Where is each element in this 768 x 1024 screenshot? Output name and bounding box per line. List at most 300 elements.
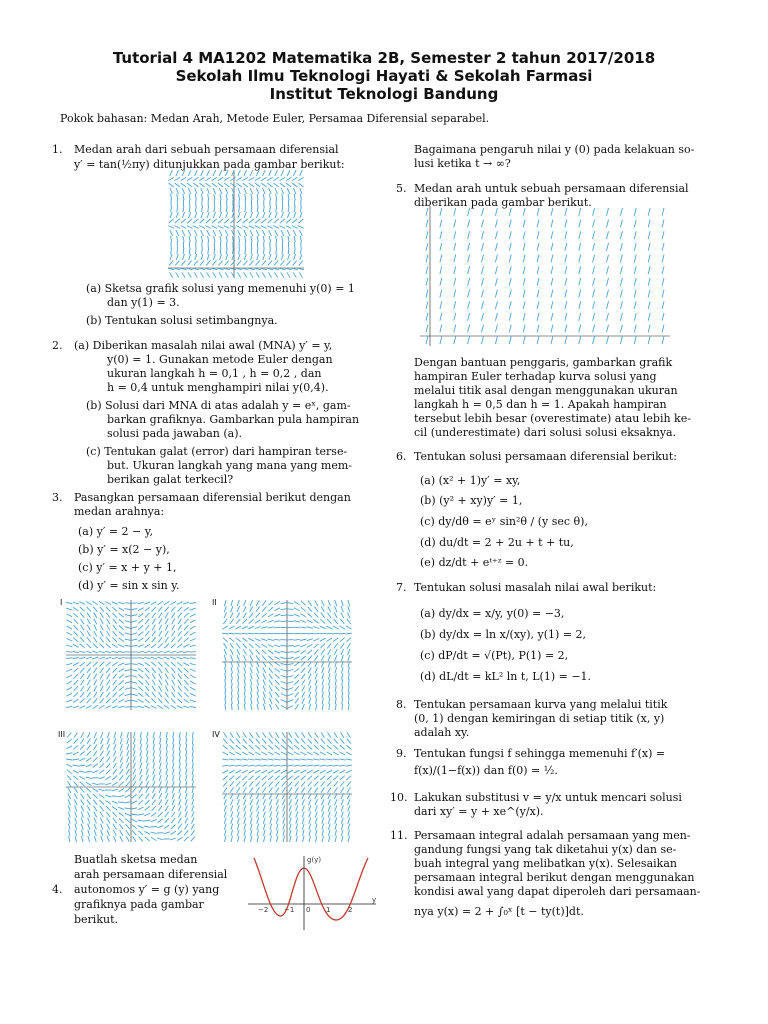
field-segment bbox=[131, 603, 137, 604]
field-segment bbox=[81, 830, 83, 836]
field-segment bbox=[101, 830, 103, 836]
field-segment bbox=[256, 170, 259, 176]
q7-a: (a) dy/dx = x/y, y(0) = −3, bbox=[420, 607, 565, 620]
field-segment bbox=[579, 301, 581, 309]
field-segment bbox=[166, 744, 167, 750]
field-segment bbox=[118, 658, 124, 659]
field-segment bbox=[145, 631, 149, 636]
field-segment bbox=[113, 686, 117, 691]
field-segment bbox=[315, 824, 317, 830]
field-segment bbox=[105, 651, 111, 653]
field-segment bbox=[230, 612, 233, 618]
field-segment bbox=[281, 602, 287, 603]
field-segment bbox=[287, 652, 293, 653]
field-segment bbox=[74, 739, 78, 744]
field-segment bbox=[201, 212, 203, 218]
field-segment bbox=[235, 765, 241, 766]
field-segment bbox=[537, 231, 539, 239]
field-segment bbox=[131, 609, 137, 610]
field-segment bbox=[236, 782, 240, 787]
field-segment bbox=[250, 679, 252, 685]
q1-number: 1. bbox=[52, 143, 63, 156]
field-segment bbox=[287, 188, 290, 194]
field-segment bbox=[250, 805, 252, 811]
field-segment bbox=[243, 619, 248, 624]
field-segment bbox=[482, 255, 484, 263]
field-segment bbox=[315, 818, 317, 824]
field-segment bbox=[184, 686, 188, 691]
field-segment bbox=[315, 732, 319, 737]
field-segment bbox=[235, 770, 241, 773]
field-segment bbox=[144, 602, 150, 605]
field-segment bbox=[551, 255, 553, 263]
field-segment bbox=[187, 268, 193, 269]
field-segment bbox=[178, 637, 182, 642]
field-segment bbox=[158, 698, 162, 703]
field-segment bbox=[250, 824, 252, 830]
field-segment bbox=[107, 744, 110, 750]
field-segment bbox=[348, 692, 349, 698]
field-segment bbox=[426, 266, 428, 274]
field-segment bbox=[93, 644, 98, 648]
field-segment bbox=[281, 776, 286, 780]
field-segment bbox=[92, 783, 98, 785]
field-segment bbox=[454, 220, 456, 228]
field-segment bbox=[294, 236, 295, 242]
field-segment bbox=[634, 336, 636, 344]
field-segment bbox=[125, 788, 130, 792]
field-segment bbox=[261, 627, 267, 629]
field-segment bbox=[81, 818, 83, 824]
field-segment bbox=[426, 278, 428, 286]
field-segment bbox=[648, 266, 650, 274]
field-segment bbox=[286, 177, 292, 180]
field-segment bbox=[159, 793, 162, 799]
field-segment bbox=[172, 686, 175, 692]
field-segment bbox=[328, 667, 330, 673]
field-segment bbox=[229, 745, 234, 749]
q11-line-6: nya y(x) = 2 + ∫₀ˣ [t − ty(t)]dt. bbox=[414, 905, 584, 918]
field-segment bbox=[231, 673, 232, 679]
field-segment bbox=[188, 170, 191, 176]
field-segment bbox=[186, 744, 187, 750]
field-segment bbox=[315, 655, 319, 660]
field-segment bbox=[177, 644, 182, 648]
field-segment bbox=[107, 836, 109, 842]
field-segment bbox=[237, 732, 241, 737]
field-segment bbox=[280, 226, 286, 229]
field-segment bbox=[153, 769, 155, 775]
field-segment bbox=[223, 745, 228, 749]
field-segment bbox=[165, 625, 168, 631]
field-segment bbox=[119, 680, 124, 684]
field-segment bbox=[87, 686, 90, 692]
field-segment bbox=[219, 188, 222, 194]
field-segment bbox=[231, 824, 233, 830]
field-segment bbox=[152, 613, 156, 618]
field-segment bbox=[151, 651, 157, 653]
field-segment bbox=[100, 607, 104, 612]
field-segment bbox=[231, 698, 232, 704]
field-segment bbox=[73, 706, 79, 708]
field-segment bbox=[179, 732, 180, 738]
field-segment bbox=[86, 772, 92, 773]
field-segment bbox=[648, 255, 650, 263]
field-segment bbox=[106, 770, 111, 775]
field-segment bbox=[295, 787, 299, 792]
field-segment bbox=[294, 770, 300, 773]
field-segment bbox=[313, 770, 319, 773]
field-segment bbox=[219, 170, 222, 176]
field-segment bbox=[238, 679, 239, 685]
field-segment bbox=[257, 194, 258, 200]
field-segment bbox=[125, 707, 131, 708]
field-segment bbox=[100, 668, 104, 673]
field-segment bbox=[607, 313, 609, 321]
field-segment bbox=[113, 818, 117, 823]
field-segment bbox=[242, 226, 248, 229]
field-segment bbox=[172, 692, 176, 697]
field-segment bbox=[99, 644, 104, 648]
field-segment bbox=[285, 268, 291, 269]
field-segment bbox=[269, 188, 271, 194]
field-segment bbox=[292, 268, 298, 269]
field-segment bbox=[231, 261, 235, 266]
field-segment bbox=[294, 657, 300, 660]
field-segment bbox=[255, 644, 260, 648]
field-segment bbox=[262, 261, 266, 266]
field-segment bbox=[86, 764, 92, 766]
field-segment bbox=[207, 272, 210, 277]
q6-e: (e) dz/dt + eᵗ⁺ᶻ = 0. bbox=[420, 556, 529, 569]
field-segment bbox=[287, 646, 293, 647]
field-segment bbox=[579, 208, 581, 216]
field-segment bbox=[257, 686, 259, 692]
field-segment bbox=[107, 686, 110, 692]
field-segment bbox=[165, 668, 169, 673]
field-segment bbox=[275, 601, 281, 604]
field-segment bbox=[322, 698, 323, 704]
field-segment bbox=[299, 219, 304, 223]
field-segment bbox=[275, 739, 279, 744]
field-segment bbox=[348, 667, 349, 673]
field-segment bbox=[225, 261, 229, 266]
field-segment bbox=[119, 674, 124, 678]
field-segment bbox=[87, 674, 90, 680]
field-segment bbox=[79, 776, 85, 779]
field-segment bbox=[495, 243, 497, 251]
field-segment bbox=[80, 674, 84, 679]
field-segment bbox=[222, 765, 228, 766]
field-segment bbox=[171, 705, 177, 708]
field-segment bbox=[125, 603, 131, 604]
field-segment bbox=[268, 607, 273, 611]
field-segment bbox=[75, 830, 77, 836]
field-segment bbox=[207, 212, 209, 218]
field-segment bbox=[321, 606, 324, 612]
field-segment bbox=[224, 805, 226, 811]
q11-line-3: buah integral yang melibatkan y(x). Selesaikan bbox=[414, 857, 677, 870]
field-segment bbox=[81, 794, 85, 799]
field-segment bbox=[281, 676, 287, 678]
field-segment bbox=[185, 787, 187, 793]
field-segment bbox=[101, 738, 104, 744]
field-segment bbox=[225, 685, 226, 691]
field-segment bbox=[73, 602, 79, 604]
field-segment bbox=[169, 219, 174, 223]
field-segment bbox=[295, 704, 299, 709]
field-segment bbox=[140, 738, 142, 744]
field-segment bbox=[67, 733, 71, 738]
field-segment bbox=[80, 644, 85, 648]
field-segment bbox=[275, 668, 280, 672]
field-segment bbox=[152, 607, 157, 612]
field-segment bbox=[537, 266, 539, 274]
field-segment bbox=[341, 818, 343, 824]
field-segment bbox=[288, 739, 292, 744]
field-segment bbox=[299, 272, 302, 277]
field-segment bbox=[66, 658, 72, 659]
field-segment bbox=[607, 266, 609, 274]
field-segment bbox=[346, 626, 351, 630]
field-label-IV: IV bbox=[212, 730, 220, 739]
field-segment bbox=[94, 625, 97, 631]
field-segment bbox=[179, 744, 180, 750]
field-segment bbox=[607, 278, 609, 286]
field-segment bbox=[255, 627, 261, 629]
field-segment bbox=[185, 793, 187, 799]
field-segment bbox=[87, 800, 91, 805]
q5-para-5: tersebut lebih besar (overestimate) atau lebih ke- bbox=[414, 412, 691, 425]
field-segment bbox=[105, 795, 111, 797]
q5-para-4: langkah h = 0,5 dan h = 1. Apakah hampiran bbox=[414, 398, 667, 411]
field-segment bbox=[326, 752, 332, 755]
field-segment bbox=[225, 272, 228, 277]
field-segment bbox=[147, 738, 149, 744]
field-segment bbox=[296, 824, 298, 830]
field-segment bbox=[565, 208, 567, 216]
field-segment bbox=[86, 777, 92, 779]
field-segment bbox=[244, 600, 246, 606]
field-segment bbox=[235, 759, 241, 760]
field-segment bbox=[551, 231, 553, 239]
field-segment bbox=[294, 254, 296, 260]
field-segment bbox=[268, 219, 273, 223]
field-segment bbox=[120, 763, 123, 769]
field-segment bbox=[309, 799, 312, 805]
field-segment bbox=[145, 625, 149, 630]
field-segment bbox=[171, 206, 172, 212]
field-segment bbox=[126, 763, 129, 769]
field-segment bbox=[495, 255, 497, 263]
field-segment bbox=[314, 613, 318, 618]
field-segment bbox=[87, 745, 91, 750]
field-segment bbox=[178, 680, 182, 685]
field-segment bbox=[138, 706, 144, 708]
field-segment bbox=[86, 644, 91, 648]
field-segment bbox=[118, 608, 124, 611]
field-segment bbox=[225, 673, 226, 679]
field-segment bbox=[159, 680, 162, 686]
field-segment bbox=[183, 706, 189, 708]
field-segment bbox=[177, 206, 178, 212]
field-segment bbox=[250, 799, 253, 805]
field-segment bbox=[218, 226, 224, 229]
field-segment bbox=[662, 220, 664, 228]
field-segment bbox=[160, 744, 161, 750]
field-segment bbox=[74, 631, 79, 636]
field-segment bbox=[94, 613, 97, 619]
field-segment bbox=[219, 230, 222, 236]
field-segment bbox=[101, 732, 103, 738]
field-segment bbox=[193, 219, 198, 223]
field-segment bbox=[99, 601, 105, 604]
q4-text-3: autonomos y′ = g (y) yang bbox=[74, 883, 220, 896]
field-segment bbox=[342, 667, 344, 673]
field-segment bbox=[255, 752, 261, 755]
field-segment bbox=[294, 668, 299, 672]
field-segment bbox=[81, 619, 85, 624]
q4-text-1: Buatlah sketsa medan bbox=[74, 853, 198, 866]
field-segment bbox=[170, 651, 176, 653]
field-segment bbox=[144, 706, 150, 709]
field-segment bbox=[166, 775, 168, 781]
field-segment bbox=[509, 231, 511, 239]
field-segment bbox=[327, 782, 331, 787]
field-segment bbox=[482, 336, 484, 344]
field-segment bbox=[537, 325, 539, 333]
field-segment bbox=[309, 812, 311, 818]
field-segment bbox=[114, 738, 116, 744]
field-segment bbox=[74, 782, 78, 787]
field-segment bbox=[509, 301, 511, 309]
field-segment bbox=[86, 662, 91, 666]
field-segment bbox=[151, 657, 157, 659]
field-segment bbox=[244, 655, 247, 661]
field-segment bbox=[281, 745, 286, 749]
field-segment bbox=[275, 745, 280, 749]
field-segment bbox=[607, 208, 609, 216]
field-segment bbox=[268, 272, 271, 277]
q2-c-3: berikan galat terkecil? bbox=[107, 473, 234, 486]
field-segment bbox=[152, 793, 155, 799]
field-segment bbox=[320, 745, 325, 749]
field-segment bbox=[145, 637, 150, 642]
field-segment bbox=[171, 236, 172, 242]
field-segment bbox=[268, 776, 273, 780]
field-segment bbox=[185, 812, 188, 818]
field-segment bbox=[335, 824, 337, 830]
field-segment bbox=[224, 268, 230, 269]
field-segment bbox=[238, 230, 241, 236]
field-segment bbox=[339, 633, 345, 634]
field-segment bbox=[287, 621, 293, 622]
field-segment bbox=[256, 188, 258, 194]
field-segment bbox=[127, 757, 129, 763]
field-segment bbox=[551, 243, 553, 251]
field-segment bbox=[468, 220, 470, 228]
field-segment bbox=[106, 806, 111, 811]
field-segment bbox=[165, 680, 168, 686]
field-segment bbox=[468, 290, 470, 298]
field-segment bbox=[348, 830, 350, 836]
field-segment bbox=[276, 206, 277, 212]
field-segment bbox=[333, 776, 338, 780]
field-segment bbox=[301, 650, 306, 654]
field-segment bbox=[112, 602, 118, 605]
field-segment bbox=[238, 704, 239, 710]
field-segment bbox=[171, 248, 172, 254]
field-segment bbox=[183, 254, 185, 260]
field-segment bbox=[107, 680, 110, 686]
field-segment bbox=[238, 686, 239, 692]
field-segment bbox=[440, 336, 442, 344]
field-segment bbox=[125, 813, 131, 816]
field-segment bbox=[107, 625, 110, 631]
field-segment bbox=[74, 793, 77, 799]
field-segment bbox=[251, 236, 252, 242]
field-segment bbox=[335, 799, 338, 805]
field-segment bbox=[230, 268, 236, 269]
field-segment bbox=[283, 824, 285, 830]
field-segment bbox=[257, 212, 259, 218]
field-segment bbox=[118, 807, 124, 809]
field-segment bbox=[288, 782, 292, 787]
field-segment bbox=[523, 278, 525, 286]
field-segment bbox=[169, 261, 173, 266]
field-segment bbox=[509, 278, 511, 286]
field-segment bbox=[269, 662, 273, 667]
field-segment bbox=[242, 752, 248, 755]
field-segment bbox=[189, 212, 191, 218]
field-segment bbox=[620, 231, 622, 239]
field-segment bbox=[551, 278, 553, 286]
field-segment bbox=[131, 707, 137, 708]
field-segment bbox=[313, 639, 319, 642]
field-segment bbox=[335, 704, 336, 710]
field-segment bbox=[307, 650, 312, 654]
field-segment bbox=[176, 230, 179, 236]
field-segment bbox=[224, 787, 228, 792]
field-segment bbox=[620, 278, 622, 286]
field-segment bbox=[236, 739, 240, 744]
q2-b-1: (b) Solusi dari MNA di atas adalah y = eˣ, gam- bbox=[86, 399, 351, 412]
field-segment bbox=[342, 836, 344, 842]
field-segment bbox=[251, 698, 252, 704]
field-segment bbox=[280, 183, 285, 187]
field-segment bbox=[87, 699, 91, 704]
field-segment bbox=[300, 254, 302, 260]
field-segment bbox=[482, 220, 484, 228]
field-segment bbox=[67, 681, 73, 684]
field-segment bbox=[340, 739, 344, 744]
field-segment bbox=[151, 832, 157, 834]
field-segment bbox=[277, 830, 279, 836]
field-segment bbox=[607, 325, 609, 333]
field-segment bbox=[426, 301, 428, 309]
field-segment bbox=[426, 220, 428, 228]
field-segment bbox=[195, 254, 197, 260]
field-segment bbox=[648, 278, 650, 286]
field-segment bbox=[73, 765, 79, 766]
field-segment bbox=[454, 325, 456, 333]
field-segment bbox=[229, 770, 235, 773]
field-segment bbox=[73, 651, 79, 652]
field-segment bbox=[288, 776, 293, 780]
field-segment bbox=[190, 681, 196, 684]
field-segment bbox=[295, 680, 300, 685]
field-segment bbox=[294, 745, 299, 749]
